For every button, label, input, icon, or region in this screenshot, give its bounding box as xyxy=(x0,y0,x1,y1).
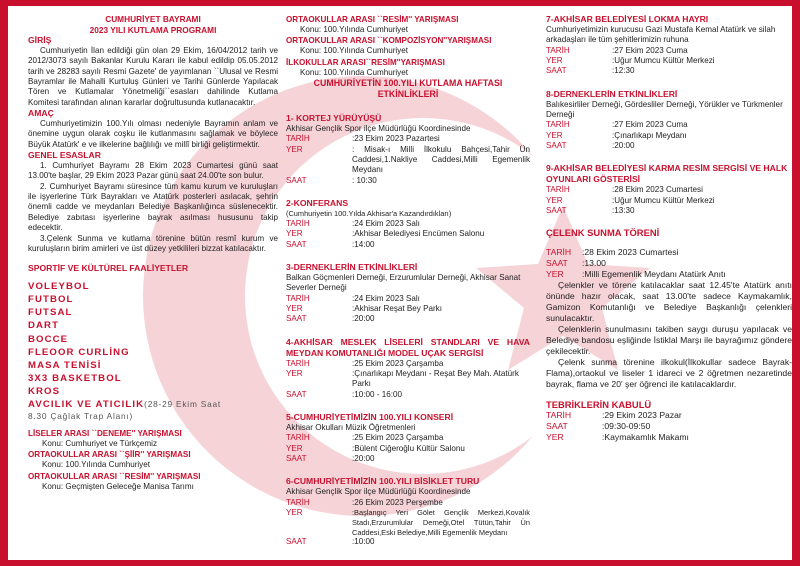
avcilik-detail: 8.30 Çağlak Trap Alanı) xyxy=(28,411,134,422)
tebrik-section: TEBRİKLERİN KABULÜ TARİH :29 Ekim 2023 Pazar SAAT :09:30-09:50 YER :Kaymakamlık Makamı xyxy=(546,399,792,443)
celenk-section: ÇELENK SUNMA TÖRENİ TARİH :28 Ekim 2023 Cumartesi SAAT :13.00 YER :Milli Egemenlik Meydanı Atatürk Anıtı Çelenkler ve törene katılacaklar saat 12.45'te Atatürk anıtı önünde hazır olacak, saat 13.00'te sadece Kaymakamlık, Gamizon Komutanlığı ve Belediye Başkanlığı çelenkleri sunulacaktır. Çelenklerin sunulmasını takiben saygı duruşu yapılacak ve Belediye bandosu eşliğinde İstiklal Marşı ile bayrağımız gönderе çekilecektir. Çelenk sunma törenine ilkokul(İlkokullar sadece Bayrak-Flama),ortaokul ve liseler 1 idareci ve 2 öğretmen nezaretinde bayrak, flama ve 20' şer öğrenci ile katılacaklardır. xyxy=(546,227,792,390)
resim2-title: ORTAOKULLAR ARASI ``RESİM'' YARIŞMASI xyxy=(286,15,459,24)
hafta-title-line2: ETKİNLİKLERİ xyxy=(377,88,439,99)
kompozisyon-konu: Konu: 100.Yılında Cumhuriyet xyxy=(300,46,408,56)
amac-text: Cumhuriyetimizin 100.Yılı olması nedeniyle Bayramın anlam ve önemine uygun olarak coşku ile kutlanmasını sağlamak ve böylece Büyük Atatürk' e ve ilkelerine bağlılığı ve millî birliği geliştirmektir. xyxy=(28,119,278,149)
event-7: 7-AKHİSAR BELEDİYESİ LOKMA HAYRI Cumhuriyetimizin kurucusu Gazi Mustafa Kemal Atatürk ve silah arkadaşları ile tüm şehitlerimizin ruhuna TARİH :27 Ekim 2023 Cuma YER :Uğur Mumcu Kültür Merkezi SAAT :12:30 xyxy=(546,14,776,76)
hafta-title-line1: CUMHURİYETİN 100.YILI KUTLAMA HAFTASI xyxy=(313,78,503,89)
sport-item: FLEOOR CURLİNG xyxy=(28,346,130,358)
event-1: 1- KORTEJ YÜRÜYÜŞÜ Akhisar Gençlik Spor ilçe Müdürlüğü Koordinesinde TARİH :23 Ekim 2023 Pazartesi YER : Misak-ı Milli İlkokulu Bahçesi,Tahir Ün Caddesi,1.Nakliye Caddesi,Milli Egemenlik Meydanı SAAT : 10:30 xyxy=(286,113,530,185)
kompozisyon-title: ORTAOKULLAR ARASI ``KOMPOZİSYON''YARIŞMASI xyxy=(286,36,492,46)
event-3: 3-DERNEKLERİN ETKİNLİKLERİ Balkan Göçmenleri Derneği, Erzurumlular Derneği, Akhisar Sanat Severler Derneği TARİH :24 Ekim 2023 Salı YER :Akhisar Reşat Bey Parkı SAAT :20:00 xyxy=(286,261,521,324)
sport-item: MASA TENİSİ xyxy=(28,359,102,371)
genel-esaslar-item-2: 2. Cumhuriyet Bayramı süresince tüm kamu kurum ve kuruluşları ile işyerlerine Türk Bayrakları ve Atatürk posterleri asılacak, şehrin önemli cadde ve meydanları Belediye Başkanlığınca süslenecektir. Belediye zabıtası işyerlerine bayrak asılması hususunu takip edecektir. xyxy=(28,181,278,233)
celenk-title: ÇELENK SUNMA TÖRENİ xyxy=(546,227,660,239)
ilkokul-resim-konu: Konu: 100.Yılında Cumhuriyet xyxy=(300,67,408,77)
event-8: 8-DERNEKLERİN ETKİNLİKLERİ Balıkesirliler Derneği, Gördesliler Derneği, Yörükler ve Türkmenler Derneği TARİH :27 Ekim 2023 Cuma YER :Çınarlıkapı Meydanı SAAT :20:00 xyxy=(546,88,783,151)
event-9: 9-AKHİSAR BELEDİYESİ KARMA RESİM SERGİSİ VE HALK OYUNLARI GÖSTERİSİ TARİH :28 Ekim 2023 Cumartesi YER :Uğur Mumcu Kültür Merkezi SAAT :13:30 xyxy=(546,163,788,216)
column-middle xyxy=(286,14,530,548)
giris-text: Cumhuriyetin İlan edildiği gün olan 29 Ekim, 16/04/2012 tarih ve 2012/3073 sayılı Bakanlar Kurulu Kararı ile kabul edildip 05.05.2012 tarih ve 28283 sayılı Resmi Gazete' de yayımlanan ``Ulusal ve Resmi Bayramlar ile Mahalli Kurtuluş Günleri ve Tarihi Günlerde Yapılacak Tören ve Kutlamalar Yönetmeliği``esasları dahilinde Kutlama Komitesi tarafından alınan kararlar doğrultusunda kutlanacaktır. xyxy=(28,46,278,107)
sportif-heading: SPORTİF VE KÜLTÜREL FAALİYETLER xyxy=(28,263,189,274)
celenk-paragraph-2: Çelenklerin sunulmasını takiben saygı duruşu yapılacak ve Belediye bandosu eşliğinde İstiklal Marşı ile bayrağımız gönderе çekilecektir. xyxy=(546,324,792,357)
siir-title: ORTAOKULLAR ARASI ``ŞİİR'' YARIŞMASI xyxy=(28,450,191,460)
sports-list xyxy=(28,280,278,398)
sport-item: 3X3 BASKETBOL xyxy=(28,372,122,384)
program-title-line1: CUMHURİYET BAYRAMI xyxy=(105,14,201,24)
sport-item: FUTBOL xyxy=(28,294,74,306)
sport-item: KROS xyxy=(28,385,61,397)
sport-item-avcilik: AVCILIK VE ATICILIK(28-29 Ekim Saat xyxy=(28,399,222,411)
amac-heading: AMAÇ xyxy=(28,108,54,119)
event-6: 6-CUMHURİYETİMİZİN 100.YILI BİSİKLET TURU Akhisar Gençlik Spor ilçe Müdürlüğü Koordinesinde TARİH :26 Ekim 2023 Perşembe YER :Başlangıç Yeri Gölet Gençlik Merkezi,Kovalık Stadı,Erzurumlular Derneği,Otel Tütün,Tahir Ün Caddesi,Eski Belediye,Milli Egemenlik Meydanı SAAT :10:00 xyxy=(286,476,530,547)
celenk-paragraph-1: Çelenkler ve törene katılacaklar saat 12.45'te Atatürk anıtı önünde hazır olacak, saat 13.00'te sadece Kaymakamlık, Gamizon Komutanlığı ve Belediye Başkanlığı çelenkleri sunulacaktır. xyxy=(546,280,792,324)
resim1-konu: Konu: Geçmişten Geleceğe Manisa Tarımı xyxy=(42,481,194,491)
deneme-konu: Konu: Cumhuriyet ve Türkçemiz xyxy=(42,439,158,449)
genel-esaslar-item-3: 3.Çelenk Sunma ve kutlama törenine bütün resmî kurum ve kuruluşların birim amirleri ve üst düzey yetkilileri bizzat katılacaktır. xyxy=(28,233,278,253)
event-5: 5-CUMHURİYETİMİZİN 100.YILI KONSERİ Akhisar Okulları Müzik Öğretmenleri TARİH :25 Ekim 2023 Çarşamba YER :Bülent Ciğeroğlu Kültür Salonu SAAT :20:00 xyxy=(286,412,465,464)
sport-item: VOLEYBOL xyxy=(28,281,90,293)
resim2-konu: Konu: 100.Yılında Cumhuriyet xyxy=(300,25,408,34)
column-right xyxy=(546,14,792,443)
ilkokul-resim-title: İLKOKULLAR ARASI``RESİM''YARIŞMASI xyxy=(286,57,445,67)
event-4: 4-AKHİSAR MESLEK LİSELERİ STANDLARI VE HAVA MEYDAN KOMUTANLIĞI MODEL UÇAK SERGİSİ TARİH :25 Ekim 2023 Çarşamba YER :Çınarlıkapı Meydanı - Reşat Bey Mah. Atatürk Parkı SAAT :10:00 - 16:00 xyxy=(286,336,530,399)
genel-esaslar-heading: GENEL ESASLAR xyxy=(28,150,101,161)
program-title-line2: 2023 YILI KUTLAMA PROGRAMI xyxy=(89,24,217,35)
giris-heading: GİRİŞ xyxy=(28,35,52,45)
siir-konu: Konu: 100.Yılında Cumhuriyet xyxy=(42,460,150,470)
sport-item: FUTSAL xyxy=(28,307,73,319)
deneme-title: LİSELER ARASI ``DENEME'' YARIŞMASI xyxy=(28,429,182,439)
genel-esaslar-item-1: 1. Cumhuriyet Bayramı 28 Ekim 2023 Cumartesi günü saat 13.00'te başlar, 29 Ekim 2023 Pazar günü saat 24.00'te son bulur. xyxy=(28,161,278,181)
sport-item: DART xyxy=(28,320,60,332)
tebrik-title: TEBRİKLERİN KABULÜ xyxy=(546,399,652,411)
celenk-paragraph-3: Çelenk sunma törenine ilkokul(İlkokullar sadece Bayrak-Flama),ortaokul ve liseler 1 idareci ve 2 öğretmen nezaretinde bayrak, flama ve 20' şer öğrenci ile katılacaklardır. xyxy=(546,357,792,390)
column-left xyxy=(28,14,278,492)
resim1-title: ORTAOKULLAR ARASI ``RESİM'' YARIŞMASI xyxy=(28,471,201,481)
sport-item: BOCCE xyxy=(28,333,69,345)
event-2: 2-KONFERANS (Cumhuriyetin 100.Yılda Akhisar'a Kazandırdıkları) TARİH :24 Ekim 2023 Salı YER :Akhisar Belediyesi Encümen Salonu SAAT :14:00 xyxy=(286,198,485,249)
